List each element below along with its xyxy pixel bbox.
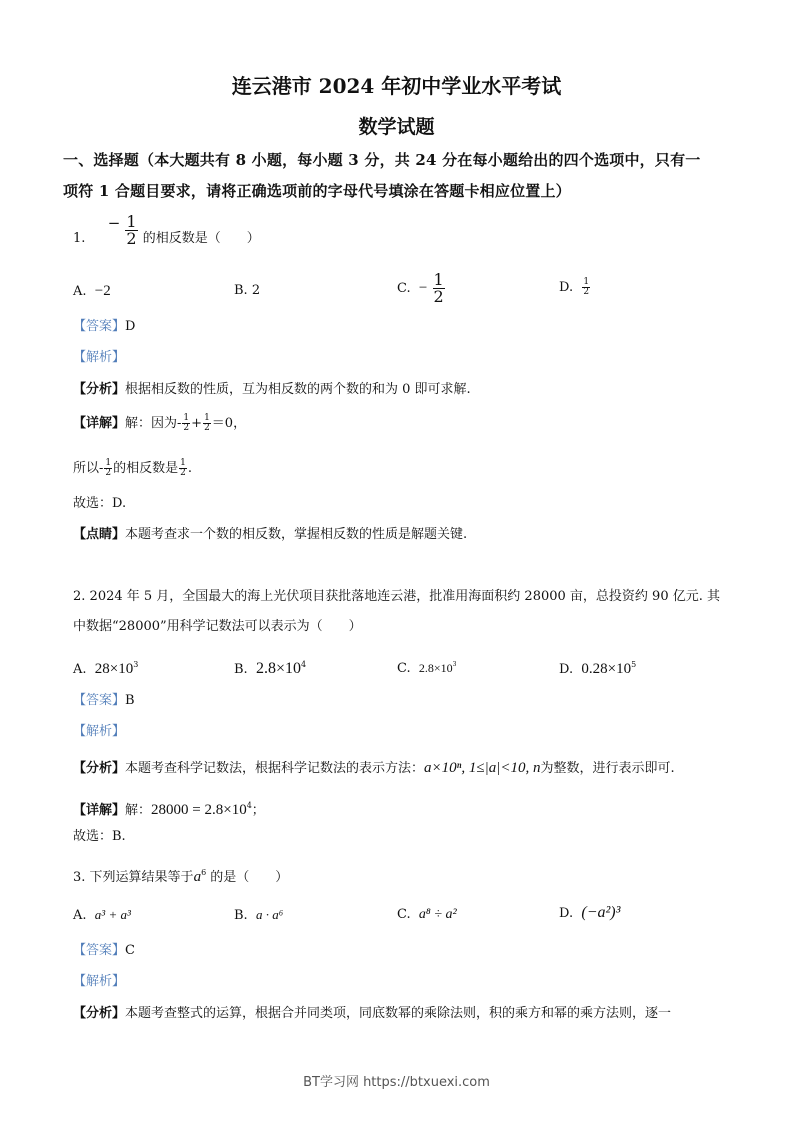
answer-line bbox=[73, 318, 135, 336]
answer-value: B bbox=[125, 693, 135, 708]
question-2-stem-line1: 2. 2024 年 5 月，全国最大的海上光伏项目获批落地连云港，批准用海面积约 28000 亩，总投资约 90 亿元. 其 bbox=[73, 589, 720, 604]
fenxi-label: 【分析】 bbox=[73, 1006, 126, 1021]
analysis-label: 【解析】 bbox=[73, 974, 126, 989]
question-number: 1. bbox=[73, 231, 86, 246]
conclusion: 故选：B. bbox=[73, 829, 126, 844]
answer-value: C bbox=[125, 943, 135, 958]
option-d: D. (−a²)³ bbox=[559, 904, 621, 921]
section-heading-line1: 一、选择题（本大题共有 8 小题，每小题 3 分，共 24 分在每小题给出的四个选项中，只有一 bbox=[63, 151, 701, 169]
detail-line: 【详解】解：$28000 = 2.8\times 10^4$； bbox=[73, 801, 265, 818]
question-3-stem: 3. 下列运算结果等于$a^6$ 的是（ ） bbox=[73, 868, 289, 885]
question-2-stem-line2: 中数据“28000”用科学记数法可以表示为（ ） bbox=[73, 619, 362, 634]
answer-label: 【答案】 bbox=[73, 693, 126, 708]
fenxi-label: 【分析】 bbox=[73, 382, 126, 397]
question-text: 的相反数是（ ） bbox=[142, 231, 260, 246]
fraction: $\frac{1}{2}$ bbox=[204, 413, 210, 433]
fraction: $\frac{1}{2}$ bbox=[183, 413, 190, 433]
dianjing-label: 【点睛】 bbox=[73, 527, 126, 542]
option-a: A. −2 bbox=[73, 283, 111, 299]
answer-line bbox=[73, 692, 135, 710]
detail-label: 【详解】 bbox=[73, 803, 126, 818]
option-c: C. a⁸ ÷ a² bbox=[397, 907, 457, 922]
fenxi-label: 【分析】 bbox=[73, 761, 126, 776]
question-1-stem bbox=[73, 212, 260, 255]
option-b: B. 2 bbox=[234, 283, 261, 298]
fenxi-line: 【分析】根据相反数的性质，互为相反数的两个数的和为 0 即可求解. bbox=[73, 382, 471, 397]
option-a: A. $28\times 10^3$ bbox=[73, 660, 139, 677]
fenxi-line: 【分析】本题考查整式的运算，根据合并同类项，同底数幂的乘除法则，积的乘方和幂的乘方法则，逐一 bbox=[73, 1006, 672, 1021]
answer-label: 【答案】 bbox=[73, 943, 126, 958]
minus-sign: − bbox=[107, 214, 121, 232]
option-c: C. − $\frac{1}{2}$ bbox=[397, 270, 444, 306]
page-subtitle: 数学试题 bbox=[358, 116, 435, 138]
section-heading-line2: 项符 1 合题目要求，请将正确选项前的字母代号填涂在答题卡相应位置上） bbox=[63, 182, 571, 200]
footer-watermark: BT学习网 https://btxuexi.com bbox=[303, 1075, 490, 1090]
detail-line: 【详解】解：因为- $\frac{1}{2}$ + $\frac{1}{2}$ ＝0， bbox=[73, 413, 247, 433]
fraction: $\frac{1}{2}$ bbox=[105, 458, 112, 478]
option-d: D. $0.28\times 10^5$ bbox=[559, 660, 637, 677]
detail-label: 【详解】 bbox=[73, 416, 126, 431]
detail-line-2: 所以- $\frac{1}{2}$ 的相反数是 $\frac{1}{2}$ . bbox=[73, 458, 193, 478]
dianjing-line: 【点睛】本题考查求一个数的相反数，掌握相反数的性质是解题关键. bbox=[73, 527, 468, 542]
fraction: $\frac{1}{2}$ bbox=[433, 270, 444, 306]
fraction: $\frac{1}{2}$ bbox=[180, 458, 186, 478]
answer-line bbox=[73, 942, 135, 960]
fraction: $\frac{1}{2}$ bbox=[126, 212, 137, 248]
fenxi-line: 【分析】本题考查科学记数法，根据科学记数法的表示方法：a×10ⁿ, 1≤|a|<10, n为整数，进行表示即可. bbox=[73, 760, 675, 776]
conclusion: 故选：D. bbox=[73, 496, 127, 511]
analysis-label: 【解析】 bbox=[73, 724, 126, 739]
answer-label: 【答案】 bbox=[73, 319, 126, 334]
option-d: D. $\frac{1}{2}$ bbox=[559, 277, 590, 297]
option-b: B. a · a⁶ bbox=[234, 907, 284, 923]
page-title: 连云港市 2024 年初中学业水平考试 bbox=[231, 74, 562, 98]
option-a: A. a³ + a³ bbox=[73, 907, 131, 923]
option-c: C. $2.8\times 10^3$ bbox=[397, 661, 457, 676]
option-b: B. $2.8\times 10^4$ bbox=[234, 660, 307, 677]
fraction: $\frac{1}{2}$ bbox=[583, 277, 590, 297]
answer-value: D bbox=[125, 319, 136, 334]
analysis-label: 【解析】 bbox=[73, 350, 126, 365]
